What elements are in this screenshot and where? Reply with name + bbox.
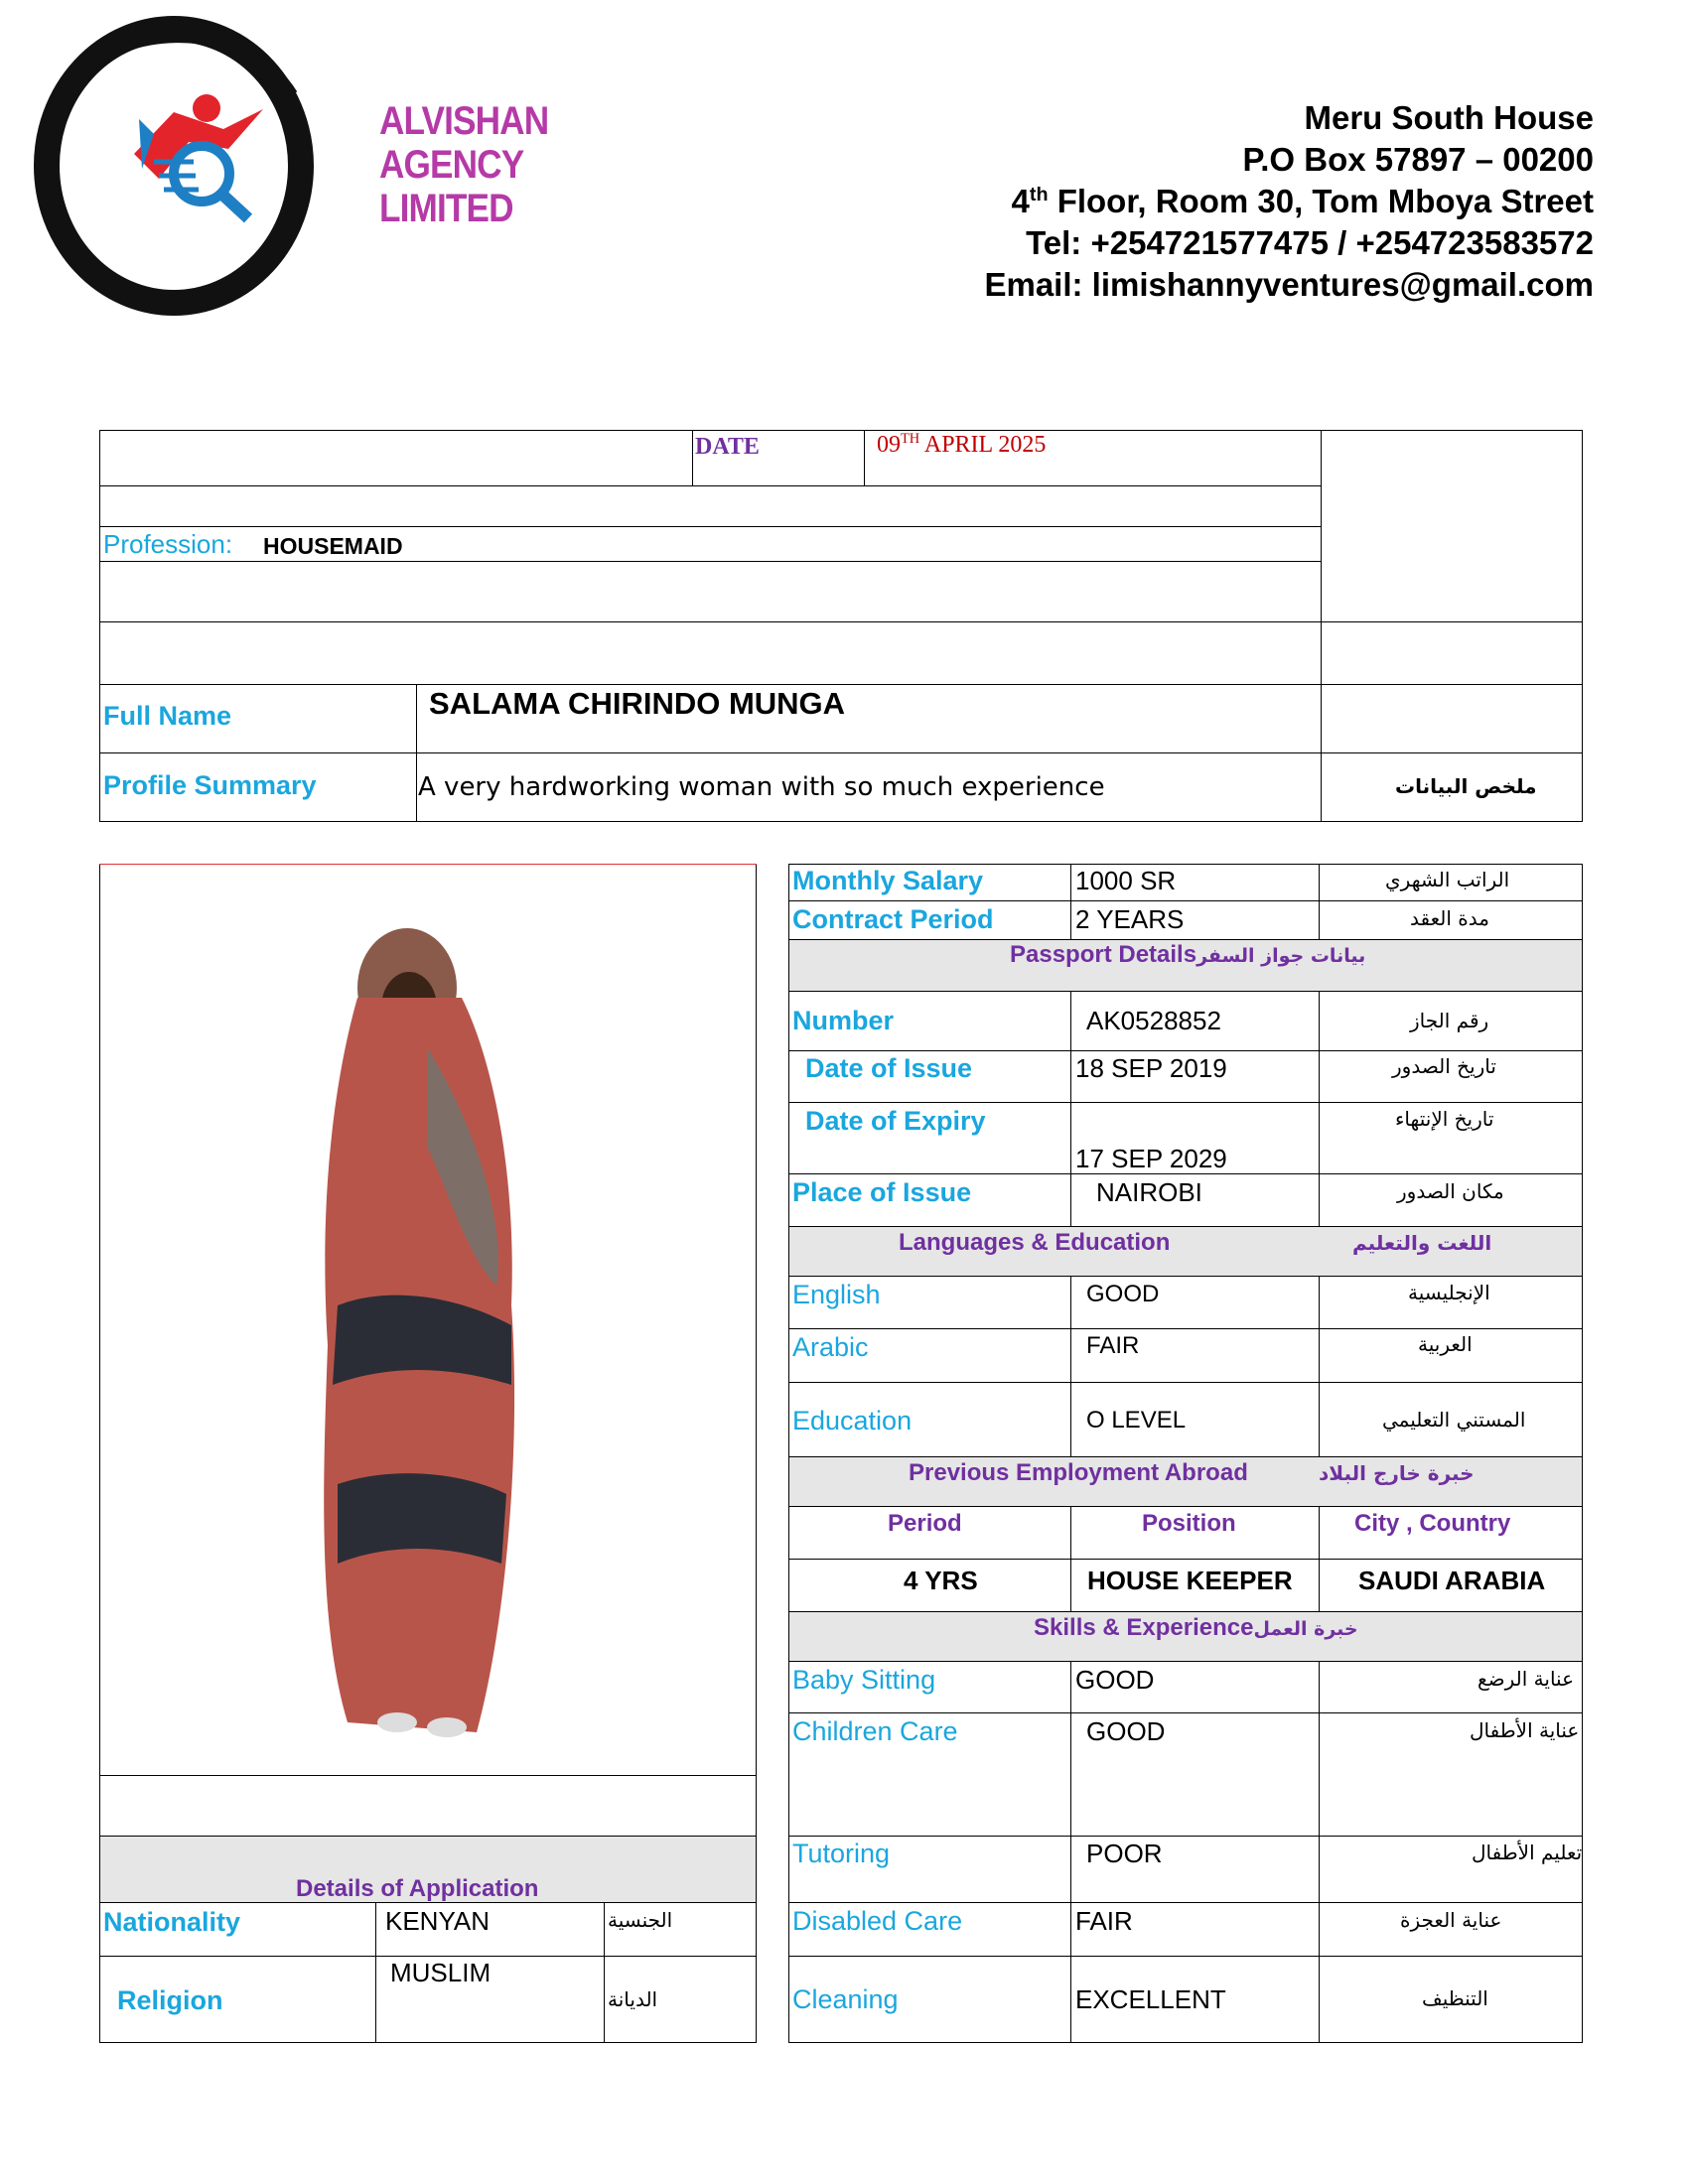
company-name xyxy=(379,99,548,230)
nationality-arabic: الجنسية xyxy=(608,1908,673,1932)
profile-summary-value: A very hardworking woman with so much experience xyxy=(418,772,1105,802)
row-line xyxy=(788,900,1583,901)
row-line xyxy=(788,1276,1583,1277)
col-period: Period xyxy=(888,1510,962,1537)
skills-heading-arabic: خبرة العمل xyxy=(1253,1618,1358,1640)
skill-value: FAIR xyxy=(1075,1906,1133,1936)
photo-top-line xyxy=(99,864,757,865)
salary-label: Monthly Salary xyxy=(792,866,984,895)
col-line xyxy=(1319,1506,1320,1611)
nationality-value: KENYAN xyxy=(385,1906,490,1936)
nationality-label: Nationality xyxy=(103,1907,241,1937)
salary-arabic: الراتب الشهري xyxy=(1385,868,1510,891)
expiry-date-value: 17 SEP 2029 xyxy=(1075,1144,1227,1173)
skill-arabic: التنظيف xyxy=(1422,1986,1488,2010)
salary-value: 1000 SR xyxy=(1075,866,1177,895)
employment-heading: Previous Employment Abroad xyxy=(909,1459,1248,1486)
col-line xyxy=(375,1902,376,2043)
row-line xyxy=(99,621,1583,622)
date-value xyxy=(877,432,1046,459)
row-line xyxy=(99,684,1583,685)
row-line xyxy=(788,1050,1583,1051)
english-value: GOOD xyxy=(1086,1281,1160,1307)
row-line xyxy=(788,1102,1583,1103)
religion-value: MUSLIM xyxy=(390,1958,492,1987)
col-line xyxy=(1070,991,1071,1226)
row-line xyxy=(788,1506,1583,1507)
company-logo xyxy=(25,5,323,323)
company-address xyxy=(984,97,1594,306)
profession-value: HOUSEMAID xyxy=(263,533,403,559)
contract-period-label: Contract Period xyxy=(792,904,994,934)
col-line xyxy=(1070,1661,1071,2043)
skill-label: Cleaning xyxy=(792,1984,899,2014)
row-line xyxy=(99,485,1321,486)
skill-arabic: عناية الأطفال xyxy=(1470,1718,1580,1742)
place-of-issue-label: Place of Issue xyxy=(792,1177,972,1207)
passport-number-label: Number xyxy=(792,1006,895,1035)
education-label: Education xyxy=(792,1406,913,1435)
details-table-border xyxy=(788,864,1583,2043)
col-line xyxy=(1070,864,1071,939)
issue-date-arabic: تاريخ الصدور xyxy=(1392,1054,1496,1078)
employment-position: HOUSE KEEPER xyxy=(1087,1566,1293,1595)
name-divider xyxy=(416,684,417,822)
date-rest: APRIL 2025 xyxy=(919,432,1047,458)
employment-country: SAUDI ARABIA xyxy=(1358,1566,1546,1595)
expiry-date-arabic: تاريخ الإنتهاء xyxy=(1395,1107,1494,1131)
row-line xyxy=(788,1836,1583,1837)
skill-label: Tutoring xyxy=(792,1839,891,1868)
col-city-country: City , Country xyxy=(1354,1510,1511,1537)
arabic-label: Arabic xyxy=(792,1332,869,1362)
top-table-border xyxy=(99,430,1583,822)
skills-heading-text: Skills & Experience xyxy=(1034,1614,1254,1641)
languages-heading-arabic: اللغت والتعليم xyxy=(1352,1231,1492,1255)
issue-date-label: Date of Issue xyxy=(805,1053,973,1083)
address-line3 xyxy=(984,181,1594,222)
contract-period-arabic: مدة العقد xyxy=(1410,906,1489,930)
col-position: Position xyxy=(1142,1510,1236,1537)
date-divider-2 xyxy=(864,430,865,485)
employment-period: 4 YRS xyxy=(904,1566,978,1595)
skill-value: EXCELLENT xyxy=(1075,1984,1226,2014)
place-of-issue-arabic: مكان الصدور xyxy=(1397,1179,1504,1203)
date-label: DATE xyxy=(695,434,760,460)
top-table-divider xyxy=(1321,430,1322,822)
address-tel: Tel: +254721577475 / +254723583572 xyxy=(1026,224,1594,261)
arabic-arabic: العربية xyxy=(1418,1332,1473,1356)
education-value: O LEVEL xyxy=(1086,1407,1187,1433)
row-line xyxy=(788,1661,1583,1662)
address-email: Email: limishannyventures@gmail.com xyxy=(984,266,1594,303)
skill-value: POOR xyxy=(1086,1839,1163,1868)
passport-heading-arabic: بيانات جواز السفر xyxy=(1196,945,1366,967)
floor-street: Floor, Room 30, Tom Mboya Street xyxy=(1048,183,1594,219)
passport-number-value: AK0528852 xyxy=(1086,1006,1221,1035)
company-name-line2: AGENCY xyxy=(379,143,524,187)
passport-heading xyxy=(1010,941,1365,969)
application-heading: Details of Application xyxy=(296,1875,539,1902)
col-line xyxy=(1319,1276,1320,1456)
row-line xyxy=(788,1611,1583,1612)
skill-value: GOOD xyxy=(1075,1665,1155,1695)
row-line xyxy=(788,1226,1583,1227)
expiry-date-label: Date of Expiry xyxy=(805,1106,986,1136)
row-line xyxy=(788,991,1583,992)
row-line xyxy=(788,1382,1583,1383)
col-line xyxy=(604,1902,605,2043)
col-line xyxy=(1319,991,1320,1226)
education-arabic: المستني التعليمي xyxy=(1382,1408,1526,1432)
skill-arabic: عناية الرضع xyxy=(1477,1667,1575,1691)
row-line xyxy=(99,561,1321,562)
row-line xyxy=(788,1956,1583,1957)
issue-date-value: 18 SEP 2019 xyxy=(1075,1053,1227,1083)
skill-label: Children Care xyxy=(792,1716,958,1746)
row-line xyxy=(99,752,1583,753)
skill-arabic: تعليم الأطفال xyxy=(1472,1841,1583,1864)
row-line xyxy=(99,1956,757,1957)
profile-summary-label: Profile Summary xyxy=(103,770,317,800)
row-line xyxy=(99,526,1321,527)
address-line2: P.O Box 57897 – 00200 xyxy=(1242,141,1594,178)
passport-heading-text: Passport Details xyxy=(1010,941,1197,968)
religion-arabic: الديانة xyxy=(608,1987,658,2011)
contract-period-value: 2 YEARS xyxy=(1075,904,1185,934)
date-day: 09 xyxy=(877,432,901,458)
date-sup: TH xyxy=(901,431,920,447)
religion-label: Religion xyxy=(117,1985,223,2015)
col-line xyxy=(1070,1506,1071,1611)
address-line1: Meru South House xyxy=(1304,99,1594,136)
row-line xyxy=(788,1456,1583,1457)
col-line xyxy=(1319,1661,1320,2043)
company-name-line3: LIMITED xyxy=(379,187,513,230)
english-arabic: الإنجليسية xyxy=(1408,1281,1490,1304)
date-divider-1 xyxy=(692,430,693,485)
floor-suffix: th xyxy=(1029,184,1049,205)
skill-value: GOOD xyxy=(1086,1716,1166,1746)
skill-label: Disabled Care xyxy=(792,1906,963,1936)
candidate-photo xyxy=(298,928,536,1762)
full-name-label: Full Name xyxy=(103,701,232,731)
english-label: English xyxy=(792,1280,881,1309)
col-line xyxy=(1319,864,1320,939)
skill-arabic: عناية العجزة xyxy=(1400,1908,1502,1932)
row-line xyxy=(788,1328,1583,1329)
languages-heading: Languages & Education xyxy=(899,1229,1171,1256)
company-name-line1: ALVISHAN xyxy=(379,99,549,143)
place-of-issue-value: NAIROBI xyxy=(1096,1177,1202,1207)
row-line xyxy=(788,1902,1583,1903)
passport-number-arabic: رقم الجاز xyxy=(1410,1009,1489,1032)
row-line xyxy=(788,939,1583,940)
profession-label: Profession: xyxy=(103,529,233,559)
row-line xyxy=(99,1775,757,1776)
skill-label: Baby Sitting xyxy=(792,1665,936,1695)
floor-number: 4 xyxy=(1011,183,1030,219)
full-name-value: SALAMA CHIRINDO MUNGA xyxy=(429,686,846,721)
arabic-value: FAIR xyxy=(1086,1332,1140,1359)
employment-heading-arabic: خبرة خارج البلاد xyxy=(1319,1461,1475,1485)
col-line xyxy=(1070,1276,1071,1456)
profile-summary-arabic: ملخص البيانات xyxy=(1395,774,1537,798)
row-line xyxy=(788,1559,1583,1560)
row-line xyxy=(788,1712,1583,1713)
skills-heading xyxy=(1034,1614,1358,1642)
